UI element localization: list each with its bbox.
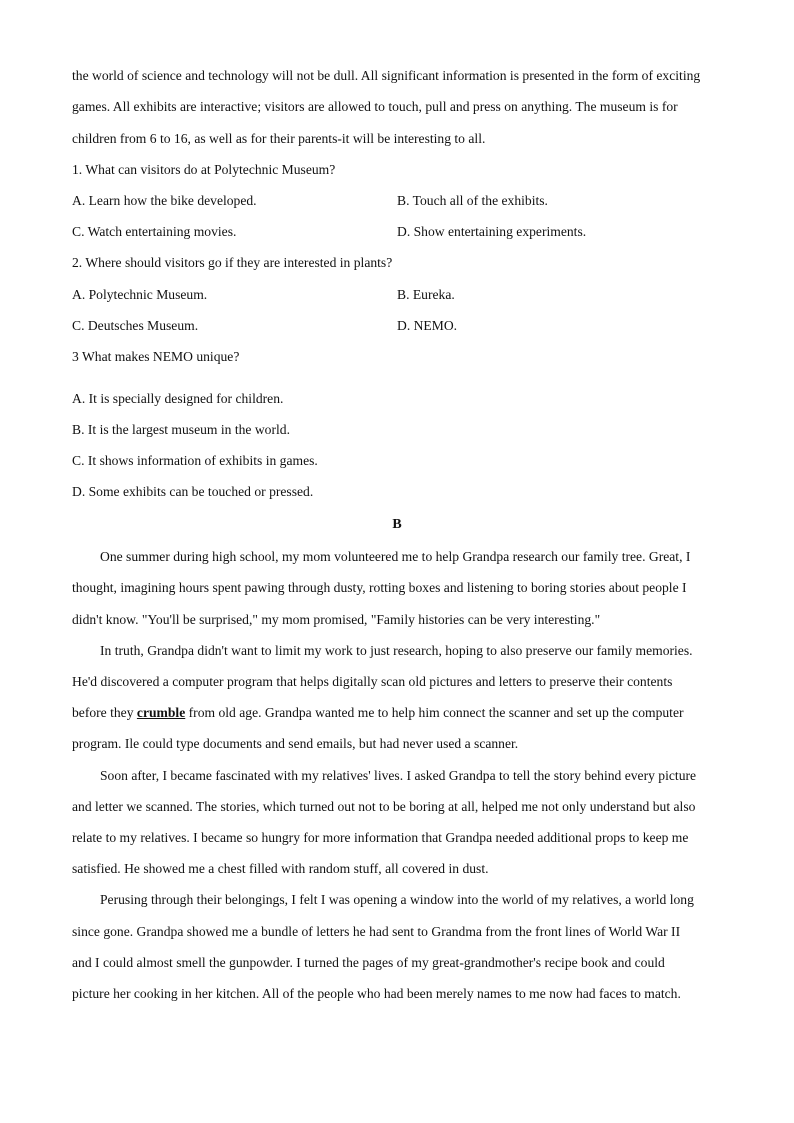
paragraph-4-line-4: picture her cooking in her kitchen. All of the people who had been merely names to me now had faces to match. <box>72 986 681 1001</box>
paragraph-3-line-3: relate to my relatives. I became so hungry for more information that Grandpa needed additional props to keep me <box>72 830 689 845</box>
paragraph-2-line-4: program. Ile could type documents and send emails, but had never used a scanner. <box>72 736 519 751</box>
paragraph-4-line-3: and I could almost smell the gunpowder. I turned the pages of my great-grandmother's recipe book and could <box>72 955 665 970</box>
keyword-crumble: crumble <box>136 705 186 720</box>
question-1-stem: 1. What can visitors do at Polytechnic Museum? <box>72 162 336 177</box>
question-2-option-c: C. Deutsches Museum. <box>72 318 199 333</box>
paragraph-1-line-2: thought, imagining hours spent pawing through dusty, rotting boxes and listening to boring stories about people I <box>72 580 687 595</box>
question-1-option-b: B. Touch all of the exhibits. <box>397 193 548 208</box>
question-3-option-b: B. It is the largest museum in the world. <box>72 422 290 437</box>
question-2-option-d: D. NEMO. <box>397 318 458 333</box>
passage-a-line-1: the world of science and technology will not be dull. All significant information is presented in the form of exciting <box>72 68 701 83</box>
question-3-stem: 3 What makes NEMO unique? <box>72 349 240 364</box>
paragraph-3-line-4: satisfied. He showed me a chest filled with random stuff, all covered in dust. <box>72 861 489 876</box>
paragraph-2-line-3-before: before they <box>72 705 137 720</box>
paragraph-2-line-3 <box>72 705 722 721</box>
question-1-option-c: C. Watch entertaining movies. <box>72 224 237 239</box>
paragraph-4-line-1: Perusing through their belongings, I felt I was opening a window into the world of my relatives, a world long <box>100 892 694 907</box>
question-2-option-b: B. Eureka. <box>397 287 455 302</box>
question-1-option-d: D. Show entertaining experiments. <box>397 224 587 239</box>
question-2-stem: 2. Where should visitors go if they are interested in plants? <box>72 255 393 270</box>
paragraph-1-line-3: didn't know. "You'll be surprised," my mom promised, "Family histories can be very interesting." <box>72 612 601 627</box>
paragraph-3-line-1: Soon after, I became fascinated with my relatives' lives. I asked Grandpa to tell the story behind every picture <box>100 768 697 783</box>
question-1-option-a: A. Learn how the bike developed. <box>72 193 257 208</box>
paragraph-2-line-3-after: from old age. Grandpa wanted me to help him connect the scanner and set up the computer <box>185 705 684 720</box>
paragraph-3-line-2: and letter we scanned. The stories, which turned out not to be boring at all, helped me not only understand but also <box>72 799 696 814</box>
question-3-option-d: D. Some exhibits can be touched or pressed. <box>72 484 314 499</box>
paragraph-2-line-1: In truth, Grandpa didn't want to limit my work to just research, hoping to also preserve our family memories. <box>100 643 693 658</box>
section-b-heading: B <box>392 517 402 532</box>
question-3-option-c: C. It shows information of exhibits in games. <box>72 453 318 468</box>
passage-a-line-3: children from 6 to 16, as well as for their parents-it will be interesting to all. <box>72 131 486 146</box>
question-2-option-a: A. Polytechnic Museum. <box>72 287 208 302</box>
question-3-option-a: A. It is specially designed for children. <box>72 391 284 406</box>
passage-a-line-2: games. All exhibits are interactive; visitors are allowed to touch, pull and press on anything. The museum is for <box>72 99 678 114</box>
paragraph-4-line-2: since gone. Grandpa showed me a bundle of letters he had sent to Grandma from the front lines of World War II <box>72 924 681 939</box>
paragraph-1-line-1: One summer during high school, my mom volunteered me to help Grandpa research our family tree. Great, I <box>100 549 691 564</box>
paragraph-2-line-2: He'd discovered a computer program that helps digitally scan old pictures and letters to preserve their contents <box>72 674 673 689</box>
